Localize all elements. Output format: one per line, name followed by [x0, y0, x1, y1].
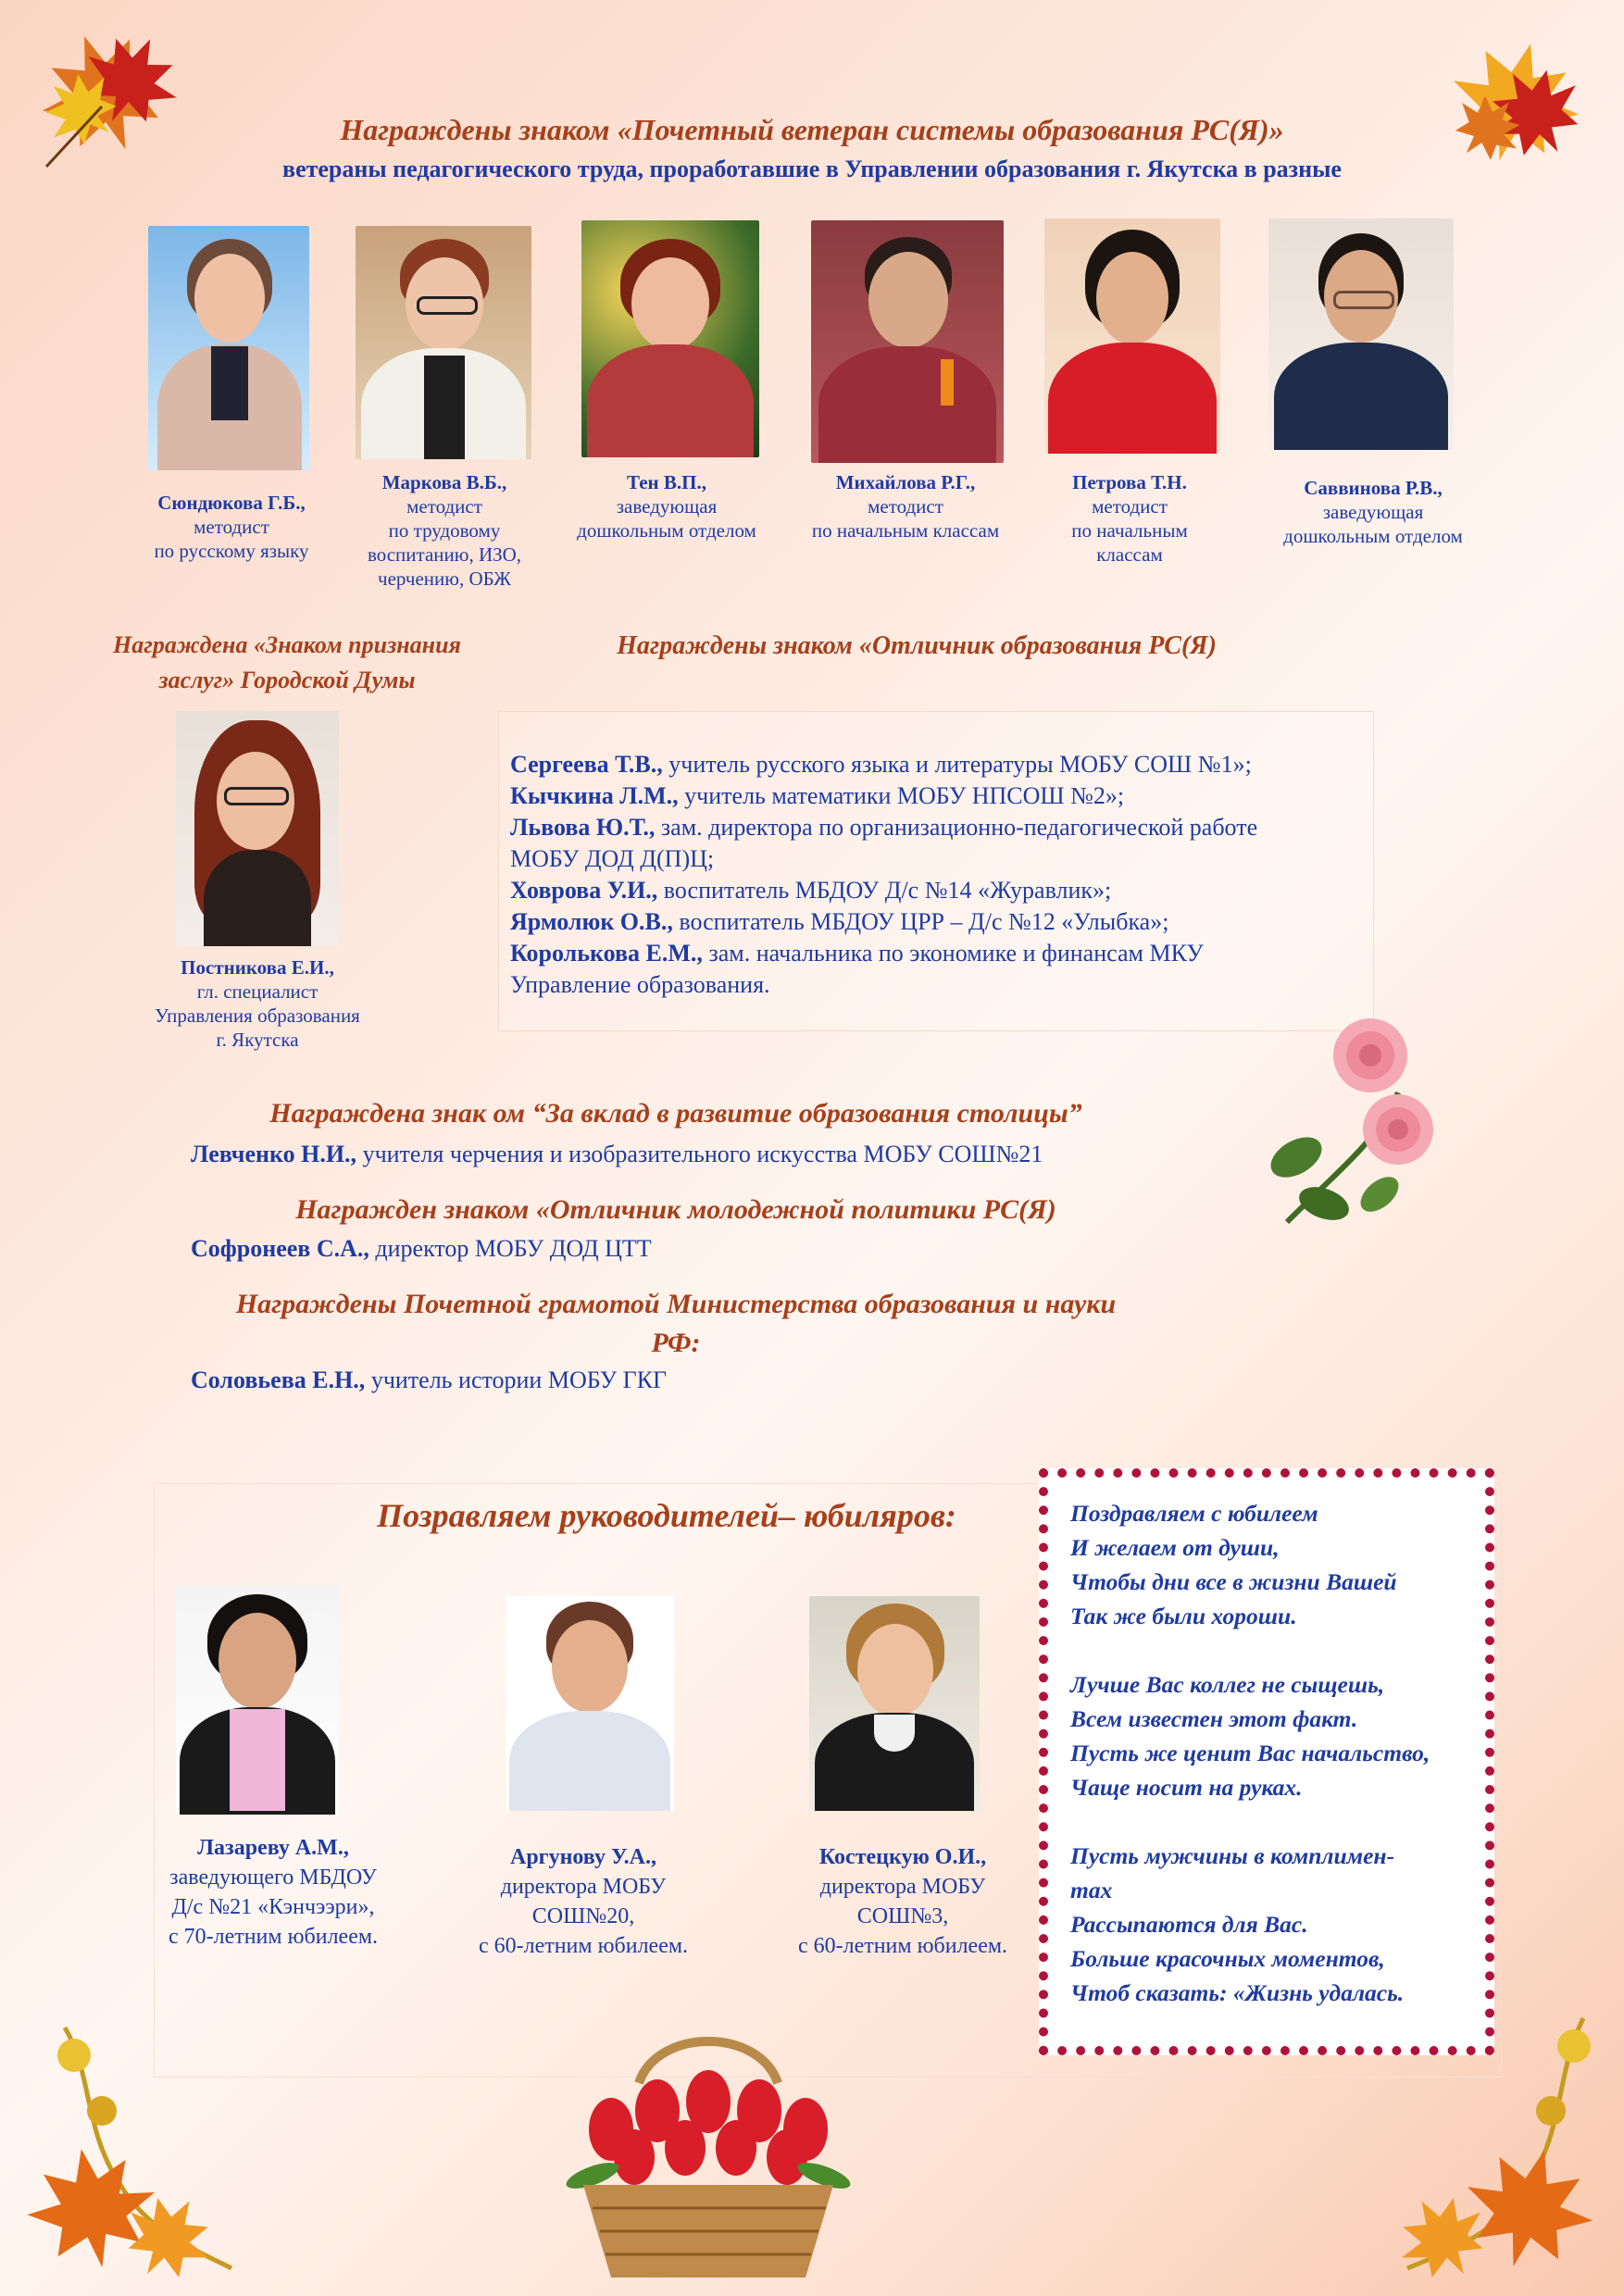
duma-award-role: Управления образования: [155, 1004, 360, 1027]
veteran-name: Маркова В.Б.,: [381, 471, 507, 493]
veteran-name: Саввинова Р.В.,: [1304, 477, 1443, 499]
veteran-name: Тен В.П.,: [627, 471, 706, 493]
poem-line: Чтоб сказать: «Жизнь удалась.: [1070, 1979, 1405, 2006]
award-entry: Управление образования.: [510, 971, 770, 998]
jubilee-name: Аргунову У.А.,: [510, 1845, 656, 1869]
ministry-award-entry: Соловьева Е.Н., учитель истории МОБУ ГКГ: [191, 1366, 668, 1393]
youth-award-heading: Награжден знаком «Отличник молодежной политики РС(Я): [295, 1194, 1056, 1225]
poem-line: И желаем от души,: [1070, 1534, 1280, 1561]
poem-line: Лучше Вас коллег не сыщешь,: [1070, 1671, 1385, 1698]
veteran-caption-5: [1028, 470, 1231, 567]
veteran-caption-2: [343, 470, 546, 591]
poem-line: Чтобы дни все в жизни Вашей: [1070, 1568, 1397, 1595]
poem-line: Поздравляем с юбилеем: [1070, 1500, 1318, 1527]
veteran-role: по русскому языку: [154, 540, 309, 562]
award-entry: Львова Ю.Т., зам. директора по организационно-педагогической работе: [510, 814, 1258, 841]
duma-award-heading-line2: заслуг» Городской Думы: [158, 667, 416, 693]
poem-line: Рассыпаются для Вас.: [1070, 1911, 1308, 1938]
veteran-role: методист: [406, 495, 482, 518]
jubilee-heading: Позравляем руководителей– юбиляров:: [377, 1497, 956, 1534]
roses-decoration: [1259, 1009, 1444, 1241]
veteran-caption-4: [787, 470, 1024, 543]
poem-line: [1070, 1633, 1468, 1667]
veteran-photo-4: [811, 220, 1004, 463]
veteran-role: заведующая: [616, 495, 718, 518]
poem-line: Так же были хороши.: [1070, 1603, 1297, 1629]
poem-line: тах: [1070, 1877, 1113, 1903]
veteran-role: дошкольным отделом: [577, 519, 756, 542]
ministry-award-heading-line1: Награждены Почетной грамотой Министерства образования и науки: [235, 1289, 1117, 1319]
veteran-role: методист: [194, 516, 269, 538]
tulip-basket: [556, 2028, 861, 2287]
veteran-role: по начальным: [1071, 519, 1188, 542]
veteran-photo-2: [356, 226, 531, 459]
jubilee-caption-3: [768, 1842, 1037, 1961]
maple-leaves-top-left: [28, 19, 185, 176]
page-title: Награждены знаком «Почетный ветеран системы образования РС(Я)»: [340, 113, 1284, 146]
duma-award-role: гл. специалист: [196, 980, 319, 1003]
capital-award-entry: Левченко Н.И., учителя черчения и изобразительного искусства МОБУ СОШ№21: [191, 1141, 1043, 1167]
excellence-award-list: [498, 711, 1374, 1031]
poem-line: [1070, 1804, 1468, 1839]
jubilee-role: с 70-летним юбилеем.: [168, 1925, 379, 1949]
jubilee-photo-1: [176, 1585, 339, 1815]
veteran-role: дошкольным отделом: [1283, 525, 1463, 547]
duma-award-heading-line1: Награждена «Знаком признания: [113, 631, 461, 658]
duma-award-caption: [130, 955, 385, 1052]
veteran-role: методист: [1092, 495, 1168, 518]
poem-line: Пусть мужчины в комплимен-: [1070, 1842, 1395, 1869]
veteran-name: Михайлова Р.Г.,: [835, 471, 976, 493]
poem-line: Всем известен этот факт.: [1070, 1705, 1358, 1732]
jubilee-role: с 60-летним юбилеем.: [797, 1934, 1008, 1958]
jubilee-role: директора МОБУ: [819, 1875, 986, 1899]
autumn-leaves-bottom-left: [9, 2018, 250, 2287]
award-entry: Сергеева Т.В., учитель русского языка и литературы МОБУ СОШ №1»;: [510, 751, 1252, 778]
poem-line: Больше красочных моментов,: [1070, 1945, 1385, 1972]
ministry-award-heading-line2: РФ:: [651, 1328, 701, 1358]
veteran-role: методист: [868, 495, 943, 518]
award-entry: Королькова Е.М., зам. начальника по экономике и финансам МКУ: [510, 940, 1204, 967]
veteran-role: черчению, ОБЖ: [378, 568, 511, 590]
veteran-role: заведующая: [1322, 501, 1424, 523]
autumn-leaves-bottom-right: [1352, 2009, 1620, 2287]
excellence-award-heading: Награждены знаком «Отличник образования РС(Я): [617, 631, 1217, 660]
veteran-name: Сюндюкова Г.Б.,: [157, 492, 306, 514]
page-subtitle: ветераны педагогического труда, проработавшие в Управлении образования г. Якутска в разные: [282, 156, 1342, 182]
jubilee-role: директора МОБУ: [500, 1875, 667, 1899]
award-entry: Ярмолюк О.В., воспитатель МБДОУ ЦРР – Д/с №12 «Улыбка»;: [510, 908, 1169, 935]
veteran-photo-6: [1268, 218, 1454, 450]
veteran-role: по трудовому: [388, 519, 501, 542]
poem-line: Пусть же ценит Вас начальство,: [1070, 1740, 1430, 1766]
youth-award-entry: Софронеев С.А., директор МОБУ ДОД ЦТТ: [191, 1235, 652, 1262]
jubilee-photo-3: [809, 1596, 980, 1811]
veteran-photo-3: [581, 220, 759, 457]
veteran-name: Петрова Т.Н.: [1072, 471, 1187, 493]
jubilee-role: Д/с №21 «Кэнчээри»,: [171, 1895, 375, 1919]
veteran-caption-6: [1250, 476, 1496, 548]
jubilee-role: заведующего МБДОУ: [169, 1866, 377, 1890]
veteran-photo-1: [148, 226, 309, 470]
award-entry: МОБУ ДОД Д(П)Ц;: [510, 845, 715, 872]
capital-award-heading: Награждена знак ом “За вклад в развитие образования столицы”: [269, 1098, 1082, 1129]
poem-box: [1039, 1468, 1494, 2055]
award-entry: Кычкина Л.М., учитель математики МОБУ НПСОШ №2»;: [510, 782, 1125, 809]
veteran-caption-1: [120, 491, 343, 563]
duma-award-photo: [176, 711, 339, 946]
poem-line: Чаще носит на руках.: [1070, 1774, 1303, 1801]
veteran-photo-5: [1044, 218, 1220, 454]
jubilee-caption-1: [130, 1833, 417, 1952]
award-entry: Ховрова У.И., воспитатель МБДОУ Д/с №14 «Журавлик»;: [510, 877, 1112, 904]
veteran-role: по начальным классам: [811, 519, 1000, 542]
veteran-caption-3: [556, 470, 778, 543]
duma-award-role: г. Якутска: [216, 1029, 299, 1051]
jubilee-role: с 60-летним юбилеем.: [478, 1934, 689, 1958]
jubilee-photo-2: [506, 1596, 674, 1811]
jubilee-name: Костецкую О.И.,: [818, 1845, 987, 1869]
jubilee-name: Лазареву А.М.,: [197, 1836, 349, 1860]
jubilee-caption-2: [444, 1842, 722, 1961]
jubilee-role: СОШ№3,: [856, 1904, 949, 1928]
duma-award-name: Постникова Е.И.,: [181, 956, 334, 979]
jubilee-role: СОШ№20,: [531, 1904, 635, 1928]
veteran-role: воспитанию, ИЗО,: [367, 543, 522, 566]
veteran-role: классам: [1096, 543, 1163, 566]
